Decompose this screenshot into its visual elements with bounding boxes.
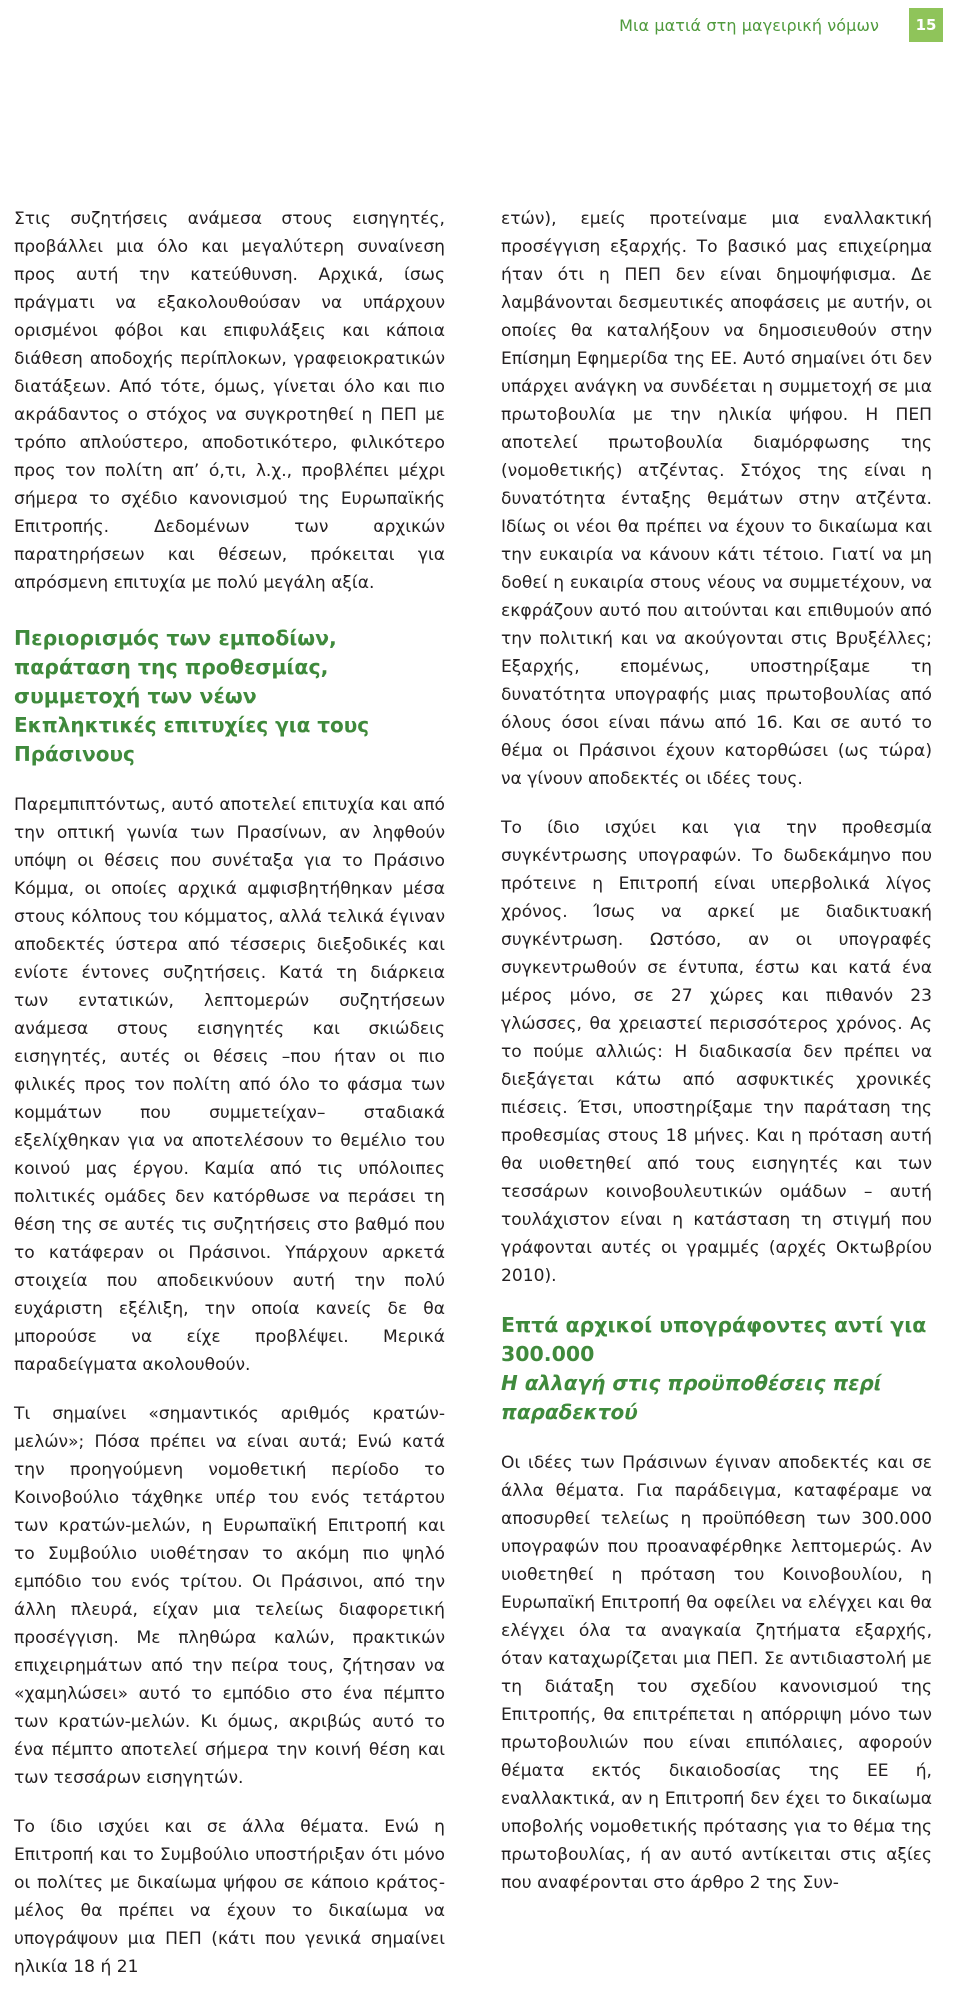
section-heading-subtitle: Η αλλαγή στις προϋποθέσεις περί παραδεκτού [501,1371,882,1424]
running-title: Μια ματιά στη μαγειρική νόμων [619,15,879,35]
paragraph-left-4: Το ίδιο ισχύει και σε άλλα θέματα. Ενώ η Επιτροπή και το Συμβούλιο υποστήριξαν ότι μόνο οι πολίτες με δικαίωμα ψήφου σε κάποιο κράτος-μέλος θα πρέπει να έχουν το δικαίωμα να υπογράψουν μια ΠΕΠ (κάτι που γενικά σημαίνει ηλικία 18 ή 21 [14,1817,445,1977]
paragraph-left-2: Παρεμπιπτόντως, αυτό αποτελεί επιτυχία και από την οπτική γωνία των Πρασίνων, αν ληφθούν υπόψη οι θέσεις που συνέταξα για το Πράσινο Κόμμα, οι οποίες αρχικά αμφισβητήθηκαν μέσα στους κόλπους του κόμματος, αλλά τελικά έγιναν αποδεκτές ύστερα από τέσσερις διεξοδικές και ενίοτε έντονες συζητήσεις. Κατά τη διάρκεια των εντατικών, λεπτομερών συζητήσεων ανάμεσα στους εισηγητές και σκιώδεις εισηγητές, αυτές οι θέσεις –που ήταν οι πιο φιλικές προς τον πολίτη από όλο το φάσμα των κομμάτων που συμμετείχαν– σταδιακά εξελίχθηκαν για να αποτελέσουν το θεμέλιο του κοινού μας έργου. Καμία από τις υπόλοιπες πολιτικές ομάδες δεν κατόρθωσε να περάσει τη θέση της σε αυτές τις συζητήσεις στο βαθμό που το κατάφεραν οι Πράσινοι. Υπάρχουν αρκετά στοιχεία που αποδεικνύουν αυτή την πολύ ευχάριστη εξέλιξη, την οποία κανείς δε θα μπορούσε να είχε προβλέψει. Μερικά παραδείγματα ακολουθούν. [14,795,445,1375]
paragraph-left-3: Τι σημαίνει «σημαντικός αριθμός κρατών-μελών»; Πόσα πρέπει να είναι αυτά; Ενώ κατά την προηγούμενη νομοθετική περίοδο το Κοινοβούλιο τάχθηκε υπέρ του ενός τετάρτου των κρατών-μελών, η Ευρωπαϊκή Επιτροπή και το Συμβούλιο υιοθέτησαν το ακόμη πιο ψηλό εμπόδιο του ενός τρίτου. Οι Πράσινοι, από την άλλη πλευρά, είχαν μια τελείως διαφορετική προσέγγιση. Με πληθώρα καλών, πρακτικών επιχειρημάτων από την πείρα τους, ζήτησαν να «χαμηλώσει» αυτό το εμπόδιο στο ένα πέμπτο των κρατών-μελών. Κι όμως, ακριβώς αυτό το ένα πέμπτο αποτελεί σήμερα την κοινή θέση και των τεσσάρων εισηγητών. [14,1404,445,1788]
paragraph-left-1: Στις συζητήσεις ανάμεσα στους εισηγητές, προβάλλει μια όλο και μεγαλύτερη συναίνεση προς αυτή την κατεύθυνση. Αρχικά, ίσως πράγματι να εξακολουθούσαν να υπάρχουν ορισμένοι φόβοι και επιφυλάξεις και κάποια διάθεση αποδοχής περίπλοκων, γραφειοκρατικών διατάξεων. Από τότε, όμως, γίνεται όλο και πιο ακράδαντος ο στόχος να συγκροτηθεί η ΠΕΠ με τρόπο απλούστερο, αποδοτικότερο, φιλικότερο προς τον πολίτη απ’ ό,τι, λ.χ., προβλέπει μέχρι σήμερα το σχέδιο κανονισμού της Ευρωπαϊκής Επιτροπής. Δεδομένων των αρχικών παρατηρήσεων και θέσεων, πρόκειται για απρόσμενη επιτυχία με πολύ μεγάλη αξία. [14,209,445,593]
running-head-bar [619,8,943,42]
section-heading-right [501,1311,932,1427]
section-heading-left [14,624,445,769]
paragraph-right-3: Οι ιδέες των Πράσινων έγιναν αποδεκτές και σε άλλα θέματα. Για παράδειγμα, καταφέραμε να αποσυρθεί τελείως η προϋπόθεση των 300.000 υπογραφών που προαναφέρθηκε λεπτομερώς. Αν υιοθετηθεί η πρόταση του Κοινοβουλίου, η Ευρωπαϊκή Επιτροπή θα οφείλει να ελέγχει και θα ελέγχει όλα τα αναγκαία ζητήματα εξαρχής, όταν καταχωρίζεται μια ΠΕΠ. Σε αντιδιαστολή με τη διάταξη του σχεδίου κανονισμού της Επιτροπής, θα επιτρέπεται η απόρριψη μόνο των πρωτοβουλιών που είναι επιπόλαιες, αφορούν θέματα εκτός δικαιοδοσίας της ΕΕ ή, εναλλακτικά, αν η Επιτροπή δεν έχει το δικαίωμα υποβολής νομοθετικής πρότασης για το θέμα της πρωτοβουλίας, ή αν αυτό αντίκειται στις αξίες που αναφέρονται στο άρθρο 2 της Συν- [501,1453,932,1893]
right-column [501,205,932,1918]
paragraph-right-2: Το ίδιο ισχύει και για την προθεσμία συγκέντρωσης υπογραφών. Το δωδεκάμηνο που πρότεινε η Επιτροπή είναι υπερβολικά λίγος χρόνος. Ίσως να αρκεί με διαδικτυακή συγκέντρωση. Ωστόσο, αν οι υπογραφές συγκεντρωθούν σε έντυπα, έστω και κατά ένα μέρος μόνο, σε 27 χώρες και πιθανόν 23 γλώσσες, θα χρειαστεί περισσότερος χρόνος. Ας το πούμε αλλιώς: Η διαδικασία δεν πρέπει να διεξάγεται κάτω από ασφυκτικές χρονικές πιέσεις. Έτσι, υποστηρίξαμε την παράταση της προθεσμίας στους 18 μήνες. Και η πρόταση αυτή θα υιοθετηθεί από τους εισηγητές και των τεσσάρων κοινοβουλευτικών ομάδων – αυτή τουλάχιστον είναι η κατάσταση τη στιγμή που γράφονται αυτές οι γραμμές (αρχές Οκτωβρίου 2010). [501,818,932,1286]
section-heading-main: Περιορισμός των εμποδίων, παράταση της προθεσμίας, συμμετοχή των νέων [14,626,337,708]
paragraph-right-1: ετών), εμείς προτείναμε μια εναλλακτική προσέγγιση εξαρχής. Το βασικό μας επιχείρημα ήταν ότι η ΠΕΠ δεν είναι δημοψήφισμα. Δε λαμβάνονται δεσμευτικές αποφάσεις με αυτήν, οι οποίες θα καταλήξουν να δημοσιευθούν στην Επίσημη Εφημερίδα της ΕΕ. Αυτό σημαίνει ότι δεν υπάρχει ανάγκη να συνδέεται η συμμετοχή σε μια πρωτοβουλία με την ηλικία ψήφου. Η ΠΕΠ αποτελεί πρωτοβουλία διαμόρφωσης της (νομοθετικής) ατζέντας. Στόχος της είναι η δυνατότητα ένταξης θεμάτων στην ατζέντα. Ιδίως οι νέοι θα πρέπει να έχουν το δικαίωμα και την ευκαιρία να κάνουν κάτι τέτοιο. Γιατί να μη δοθεί η ευκαιρία στους νέους να συμμετέχουν, να εκφράζουν αυτό που αιτούνται και επιθυμούν από την πολιτική και να ακούγονται στις Βρυξέλλες; Εξαρχής, επομένως, υποστηρίξαμε τη δυνατότητα υπογραφής μιας πρωτοβουλίας από όλους όσοι είναι πάνω από 16. Και σε αυτό το θέμα οι Πράσινοι έχουν κατορθώσει (ως τώρα) να γίνουν αποδεκτές οι ιδέες τους. [501,209,932,789]
left-column [14,205,445,2002]
section-heading-subtitle: Εκπληκτικές επιτυχίες για τους Πράσινους [14,713,370,766]
section-heading-main: Επτά αρχικοί υπογράφοντες αντί για 300.000 [501,1313,927,1366]
page-number-badge: 15 [909,8,943,42]
